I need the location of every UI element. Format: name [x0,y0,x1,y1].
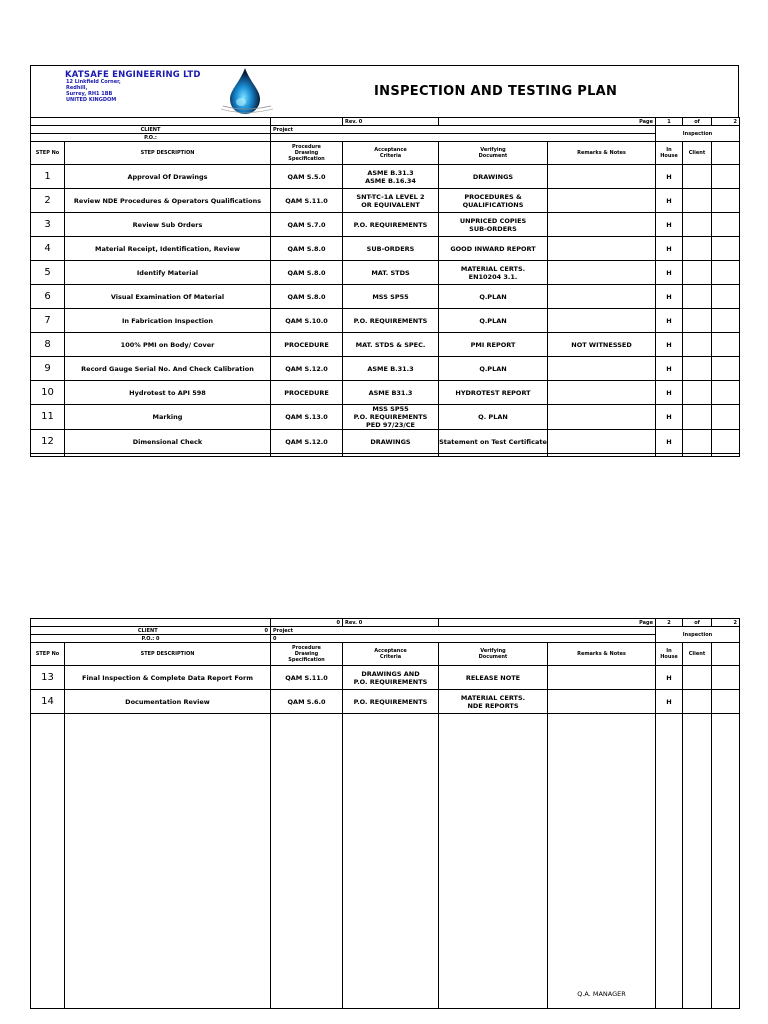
p2-page-number: 2 [656,619,683,627]
p2-col-acceptance: Acceptance Criteria [343,643,439,666]
step-description: In Fabrication Inspection [65,309,271,333]
inspection-header: Inspection [656,126,740,142]
step-description: 100% PMI on Body/ Cover [65,333,271,357]
procedure-ref: QAM S.8.0 [271,237,343,261]
remarks-notes [548,309,656,333]
p2-col-verifying: Verifying Document [439,643,548,666]
p2-col-procedure: Procedure Drawing Specification [271,643,343,666]
remarks-notes [548,666,656,690]
p2-col-client: Client [683,643,712,666]
client-mark [683,261,712,285]
extra-mark [712,405,740,430]
acceptance-criteria: ASME B.31.3 ASME B.16.34 [343,165,439,189]
in-house-mark: H [656,357,683,381]
client-mark [683,381,712,405]
remarks-notes [548,237,656,261]
client-mark [683,309,712,333]
p2-po-label: P.O.: 0 [31,635,271,643]
client-mark [683,213,712,237]
acceptance-criteria: MSS SP55 [343,285,439,309]
client-mark [683,285,712,309]
extra-mark [712,213,740,237]
acceptance-criteria: P.O. REQUIREMENTS [343,213,439,237]
table-row [31,165,740,189]
remarks-notes: NOT WITNESSED [548,333,656,357]
acceptance-criteria: ASME B.31.3 [343,357,439,381]
step-number: 14 [31,690,65,714]
in-house-mark: H [656,690,683,714]
step-description: Hydrotest to API 598 [65,381,271,405]
p2-col-remarks: Remarks & Notes [548,643,656,666]
plan-body-page-2 [31,666,740,1009]
qa-manager-signoff: Q.A. MANAGER [577,990,626,998]
procedure-ref: QAM S.11.0 [271,666,343,690]
verifying-document: PMI REPORT [439,333,548,357]
table-row [31,285,740,309]
acceptance-criteria: DRAWINGS AND P.O. REQUIREMENTS [343,666,439,690]
in-house-mark: H [656,165,683,189]
step-number: 7 [31,309,65,333]
step-description: Visual Examination Of Material [65,285,271,309]
acceptance-criteria: MAT. STDS & SPEC. [343,333,439,357]
table-row [31,213,740,237]
acceptance-criteria: DRAWINGS [343,430,439,454]
remarks-notes [548,357,656,381]
table-row [31,690,740,714]
p2-project-zero: 0 [271,635,656,643]
verifying-document: Statement on Test Certificate [439,430,548,454]
step-description: Dimensional Check [65,430,271,454]
procedure-ref: QAM S.6.0 [271,690,343,714]
in-house-mark: H [656,213,683,237]
company-address: 12 Linkfield Corner, Redhill, Surrey, RH1 1BB UNITED KINGDOM [66,79,121,103]
procedure-ref: QAM S.13.0 [271,405,343,430]
extra-mark [712,237,740,261]
extra-mark [712,666,740,690]
table-row [31,405,740,430]
step-description: Approval Of Drawings [65,165,271,189]
verifying-document: HYDROTEST REPORT [439,381,548,405]
acceptance-criteria: P.O. REQUIREMENTS [343,690,439,714]
table-filler-row [31,714,740,1009]
step-number: 3 [31,213,65,237]
table-filler-row [31,454,740,457]
procedure-ref: PROCEDURE [271,381,343,405]
p2-rev-label: Rev. 0 [343,619,439,627]
acceptance-criteria: SNT-TC-1A LEVEL 2 OR EQUIVALENT [343,189,439,213]
table-row [31,333,740,357]
procedure-ref: QAM S.10.0 [271,309,343,333]
in-house-mark: H [656,405,683,430]
step-number: 4 [31,237,65,261]
table-row [31,189,740,213]
step-description: Record Gauge Serial No. And Check Calibration [65,357,271,381]
verifying-document: Q.PLAN [439,309,548,333]
step-number: 2 [31,189,65,213]
extra-mark [712,261,740,285]
p2-top-zero: 0 [271,619,343,627]
step-number: 9 [31,357,65,381]
table-row [31,357,740,381]
col-procedure: Procedure Drawing Specification [271,142,343,165]
client-mark [683,690,712,714]
table-row [31,430,740,454]
extra-mark [712,285,740,309]
col-step-no: STEP No [31,142,65,165]
acceptance-criteria: ASME B31.3 [343,381,439,405]
remarks-notes [548,261,656,285]
p2-page-total: 2 [712,619,740,627]
col-step-desc: STEP DESCRIPTION [65,142,271,165]
extra-mark [712,309,740,333]
client-mark [683,333,712,357]
page-number: 1 [656,118,683,126]
remarks-notes [548,405,656,430]
remarks-notes [548,213,656,237]
in-house-mark: H [656,309,683,333]
verifying-document: RELEASE NOTE [439,666,548,690]
in-house-mark: H [656,261,683,285]
step-description: Review NDE Procedures & Operators Qualifications [65,189,271,213]
of-label: of [683,118,712,126]
step-number: 10 [31,381,65,405]
plan-table-page-1 [30,117,740,457]
client-mark [683,666,712,690]
col-acceptance: Acceptance Criteria [343,142,439,165]
plan-table-page-2 [30,618,740,1009]
company-name: KATSAFE ENGINEERING LTD [65,70,201,80]
table-row [31,381,740,405]
extra-mark [712,333,740,357]
col-remarks: Remarks & Notes [548,142,656,165]
step-number: 1 [31,165,65,189]
po-label: P.O.: [31,134,271,142]
acceptance-criteria: MAT. STDS [343,261,439,285]
procedure-ref: QAM S.8.0 [271,285,343,309]
procedure-ref: PROCEDURE [271,333,343,357]
p2-col-step-desc: STEP DESCRIPTION [65,643,271,666]
step-number: 8 [31,333,65,357]
step-description: Documentation Review [65,690,271,714]
procedure-ref: QAM S.11.0 [271,189,343,213]
procedure-ref: QAM S.12.0 [271,357,343,381]
remarks-notes [548,430,656,454]
extra-mark [712,430,740,454]
remarks-notes [548,690,656,714]
step-number: 5 [31,261,65,285]
remarks-notes [548,285,656,309]
in-house-mark: H [656,381,683,405]
in-house-mark: H [656,189,683,213]
col-verifying: Verifying Document [439,142,548,165]
table-row [31,261,740,285]
in-house-mark: H [656,237,683,261]
verifying-document: GOOD INWARD REPORT [439,237,548,261]
step-description: Identify Material [65,261,271,285]
verifying-document: MATERIAL CERTS. EN10204 3.1. [439,261,548,285]
p2-project-label: Project [271,627,656,635]
verifying-document: MATERIAL CERTS. NDE REPORTS [439,690,548,714]
p2-inspection-header: Inspection [656,627,740,643]
col-client: Client [683,142,712,165]
water-drop-logo [219,66,275,116]
client-mark [683,405,712,430]
step-number: 6 [31,285,65,309]
client-label: CLIENT [31,126,271,134]
table-row [31,309,740,333]
acceptance-criteria: SUB-ORDERS [343,237,439,261]
verifying-document: DRAWINGS [439,165,548,189]
extra-mark [712,690,740,714]
step-number: 11 [31,405,65,430]
remarks-notes [548,165,656,189]
p2-of-label: of [683,619,712,627]
procedure-ref: QAM S.12.0 [271,430,343,454]
acceptance-criteria: P.O. REQUIREMENTS [343,309,439,333]
step-description: Material Receipt, Identification, Review [65,237,271,261]
extra-mark [712,189,740,213]
table-row [31,237,740,261]
document-header [30,65,739,118]
client-mark [683,189,712,213]
p2-page-label: Page [439,619,656,627]
acceptance-criteria: MSS SP55 P.O. REQUIREMENTS PED 97/23/CE [343,405,439,430]
remarks-notes [548,189,656,213]
client-mark [683,165,712,189]
document-title: INSPECTION AND TESTING PLAN [374,84,618,99]
client-mark [683,357,712,381]
extra-mark [712,165,740,189]
in-house-mark: H [656,285,683,309]
col-in-house: In House [656,142,683,165]
p2-col-step-no: STEP No [31,643,65,666]
table-row [31,666,740,690]
rev-label: Rev. 0 [343,118,439,126]
verifying-document: Q. PLAN [439,405,548,430]
remarks-notes [548,381,656,405]
step-number: 12 [31,430,65,454]
plan-body-page-1 [31,165,740,457]
extra-mark [712,357,740,381]
page-label: Page [439,118,656,126]
step-description: Final Inspection & Complete Data Report Form [65,666,271,690]
step-description: Review Sub Orders [65,213,271,237]
verifying-document: PROCEDURES & QUALIFICATIONS [439,189,548,213]
client-mark [683,430,712,454]
procedure-ref: QAM S.5.0 [271,165,343,189]
verifying-document: Q.PLAN [439,285,548,309]
project-label: Project [271,126,656,134]
client-mark [683,237,712,261]
procedure-ref: QAM S.7.0 [271,213,343,237]
verifying-document: UNPRICED COPIES SUB-ORDERS [439,213,548,237]
extra-mark [712,381,740,405]
in-house-mark: H [656,430,683,454]
p2-col-in-house: In House [656,643,683,666]
verifying-document: Q.PLAN [439,357,548,381]
in-house-mark: H [656,333,683,357]
page-total: 2 [712,118,740,126]
step-description: Marking [65,405,271,430]
in-house-mark: H [656,666,683,690]
procedure-ref: QAM S.8.0 [271,261,343,285]
p2-client-cell: CLIENT 0 [31,627,271,635]
step-number: 13 [31,666,65,690]
